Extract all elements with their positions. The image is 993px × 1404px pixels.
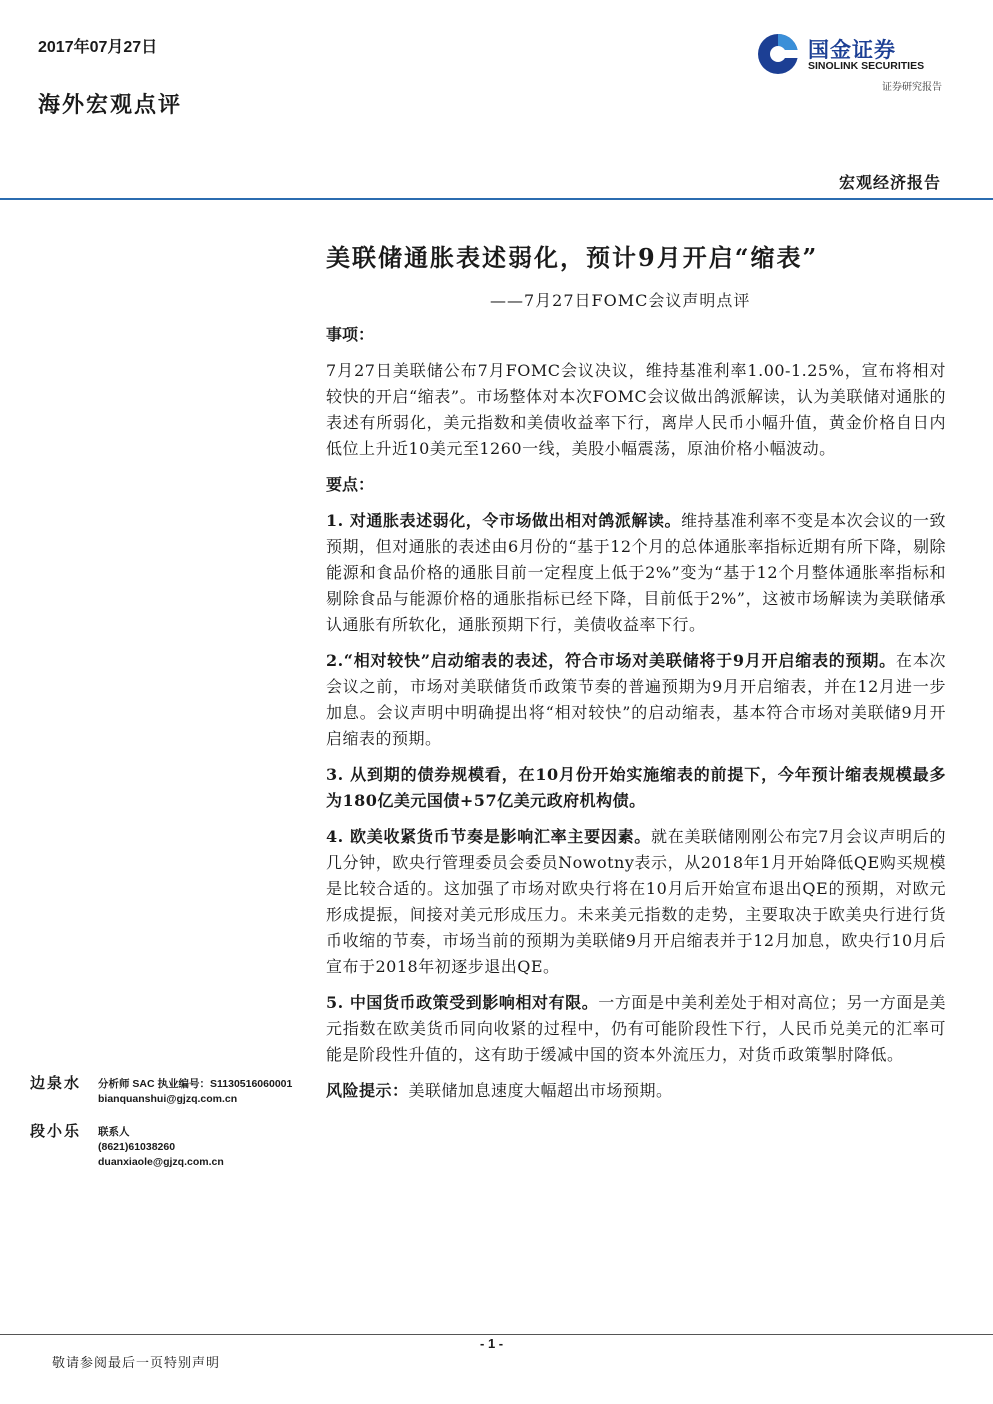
header-divider	[0, 198, 993, 200]
point-5	[326, 990, 946, 1068]
report-category: 海外宏观点评	[38, 92, 183, 118]
point-4-heading: 4. 欧美收紧货币节奏是影响汇率主要因素。	[326, 827, 652, 846]
point-1-heading: 1. 对通胀表述弱化，令市场做出相对鸽派解读。	[326, 511, 682, 530]
logo-chinese-name: 国金证券	[808, 39, 896, 62]
analyst-sac-number: 分析师 SAC 执业编号：S1130516060001	[98, 1078, 293, 1090]
contact-info	[98, 1125, 224, 1170]
point-3	[326, 762, 946, 814]
footer-divider	[0, 1334, 993, 1335]
page-number: - 1 -	[480, 1336, 504, 1351]
point-5-heading: 5. 中国货币政策受到影响相对有限。	[326, 993, 599, 1012]
page-subtitle: ——7月27日FOMC会议声明点评	[490, 291, 751, 310]
contact-email[interactable]: duanxiaole@gjzq.com.cn	[98, 1156, 224, 1168]
risk-warning	[326, 1078, 946, 1104]
point-4-text: 就在美联储刚刚公布完7月会议声明后的几分钟，欧央行管理委员会委员Nowotny表示，从2018年1月开始降低QE购买规模是比较合适的。这加强了市场对欧央行将在10月后开始宣布退出QE的预期，对欧元形成提振，间接对美元形成压力。未来美元指数的走势，主要取决于欧美央行进行货币收缩的节奏，市场当前的预期为美联储9月开启缩表并于12月加息，欧央行10月后宣布于2018年初逐步退出QE。	[326, 827, 946, 976]
report-body	[326, 320, 946, 1114]
contact-role: 联系人	[98, 1126, 130, 1138]
logo-mark-icon	[756, 32, 800, 76]
logo-english-name: SINOLINK SECURITIES	[808, 60, 925, 72]
event-heading: 事项：	[326, 325, 375, 344]
contact-name: 段小乐	[30, 1122, 82, 1140]
point-4	[326, 824, 946, 980]
report-date: 2017年07月27日	[38, 39, 158, 56]
page-title: 美联储通胀表述弱化，预计9月开启“缩表”	[326, 243, 819, 272]
event-paragraph: 7月27日美联储公布7月FOMC会议决议，维持基准利率1.00-1.25%，宣布将相对较快的开启“缩表”。市场整体对本次FOMC会议做出鸽派解读，认为美联储对通胀的表述有所弱化，美元指数和美债收益率下行，离岸人民币小幅升值，黄金价格自日内低位上升近10美元至1260一线，美股小幅震荡，原油价格小幅波动。	[326, 361, 946, 458]
point-3-heading: 3. 从到期的债券规模看，在10月份开始实施缩表的前提下，今年预计缩表规模最多为180亿美元国债+57亿美元政府机构债。	[326, 765, 946, 810]
risk-label: 风险提示：	[326, 1081, 409, 1100]
point-2-heading: 2.“相对较快”启动缩表的表述，符合市场对美联储将于9月开启缩表的预期。	[326, 651, 896, 670]
contact-phone: (8621)61038260	[98, 1141, 176, 1153]
analyst-name: 边泉水	[30, 1074, 82, 1092]
footer-disclaimer: 敬请参阅最后一页特别声明	[52, 1356, 221, 1371]
point-2-text: 在本次会议之前，市场对美联储货币政策节奏的普遍预期为9月开启缩表，并在12月进一步加息。会议声明中明确提出将“相对较快”的启动缩表，基本符合市场对美联储9月开启缩表的预期。	[326, 651, 946, 748]
risk-text: 美联储加息速度大幅超出市场预期。	[408, 1081, 673, 1100]
point-5-text: 一方面是中美利差处于相对高位；另一方面是美元指数在欧美货币同向收紧的过程中，仍有可能阶段性下行，人民币兑美元的汇率可能是阶段性升值的，这有助于缓减中国的资本外流压力，对货币政策掣肘降低。	[326, 993, 946, 1064]
report-type: 宏观经济报告	[838, 173, 941, 192]
point-1-text: 维持基准利率不变是本次会议的一致预期，但对通胀的表述由6月份的“基于12个月的总体通胀率指标近期有所下降，剔除能源和食品价格的通胀目前一定程度上低于2%”变为“基于12个月整体通胀率指标和剔除食品与能源价格的通胀指标已经下降，目前低于2%”，这被市场解读为美联储承认通胀有所软化，通胀预期下行，美债收益率下行。	[326, 511, 946, 634]
analyst-contact	[98, 1077, 292, 1107]
company-logo	[756, 30, 946, 100]
points-heading: 要点：	[326, 475, 375, 494]
logo-subtitle: 证券研究报告	[882, 82, 942, 93]
point-1	[326, 508, 946, 638]
point-2	[326, 648, 946, 752]
analyst-email[interactable]: bianquanshui@gjzq.com.cn	[98, 1093, 238, 1105]
